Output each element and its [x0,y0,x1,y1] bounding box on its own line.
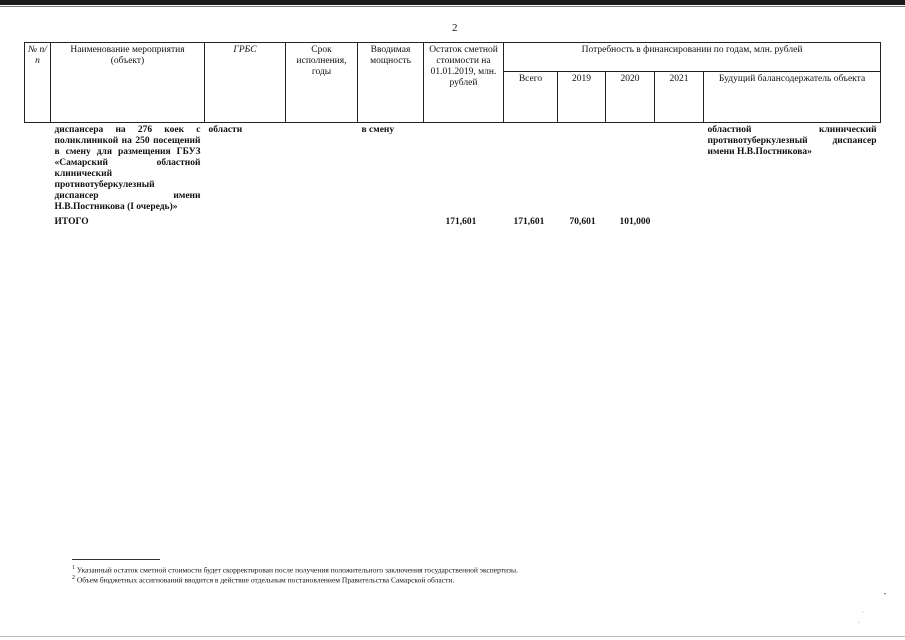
cell-grbs: области [208,125,243,135]
header-grbs: ГРБС [205,43,286,123]
itogo-total: 171,601 [513,217,545,227]
header-num: № п/п [25,43,51,123]
header-capacity: Вводимая мощность [358,43,424,123]
cell-2020 [606,123,655,216]
header-name: Наименование мероприятия (объект) [51,43,205,123]
footnote-1-text: Указанный остаток сметной стоимости будет скорректирован после получения положительного заключения государственной экспертизы. [76,565,518,575]
itogo-term [286,215,358,230]
header-holder: Будущий балансодержатель объекта [704,72,881,123]
header-need-group: Потребность в финансировании по годам, млн. рублей [504,43,881,72]
scan-speck: · [858,620,860,626]
header-total: Всего [504,72,558,123]
footnote-2 [72,574,454,585]
itogo-holder [704,215,881,230]
cell-2019 [558,123,606,216]
scan-speck: • [884,592,887,598]
itogo-num [25,215,51,230]
footnote-1 [72,564,518,575]
itogo-2021 [655,215,704,230]
cell-name: диспансера на 276 коек с поликлиникой на 250 посещений в смену для размещения ГБУЗ «Самарский областной клинический противотуберкулезный диспансер имени Н.В.Постникова (I очередь)» [54,125,201,212]
header-2019: 2019 [558,72,606,123]
itogo-label: ИТОГО [54,217,89,227]
footnote-1-mark: 1 [72,565,75,571]
header-term: Срок исполнения, годы [286,43,358,123]
footnote-2-mark: 2 [72,575,75,581]
cell-total [504,123,558,216]
scan-top-border [0,0,905,5]
cell-term [286,123,358,216]
itogo-remainder: 171,601 [445,217,477,227]
table-row [25,123,881,216]
header-2021: 2021 [655,72,704,123]
cell-capacity: в смену [361,125,395,135]
footnote-separator [72,559,160,560]
itogo-2019: 70,601 [569,217,596,227]
scan-top-border-line [0,6,905,7]
scan-bottom-edge [0,636,905,637]
header-2020: 2020 [606,72,655,123]
itogo-capacity [358,215,424,230]
itogo-2020: 101,000 [619,217,651,227]
cell-2021 [655,123,704,216]
page-number: 2 [452,22,458,34]
itogo-row [25,215,881,230]
cell-remainder [424,123,504,216]
itogo-grbs [205,215,286,230]
cell-num [25,123,51,216]
cell-holder: областной клинический противотуберкулезный диспансер имени Н.В.Постникова» [707,125,877,157]
financing-table [24,42,881,230]
scan-speck: · [862,610,864,616]
footnote-2-text: Объем бюджетных ассигнований вводится в действие отдельным постановлением Правительства Самарской области. [76,575,455,585]
header-remainder: Остаток сметной стоимости на 01.01.2019, млн. рублей [424,43,504,123]
